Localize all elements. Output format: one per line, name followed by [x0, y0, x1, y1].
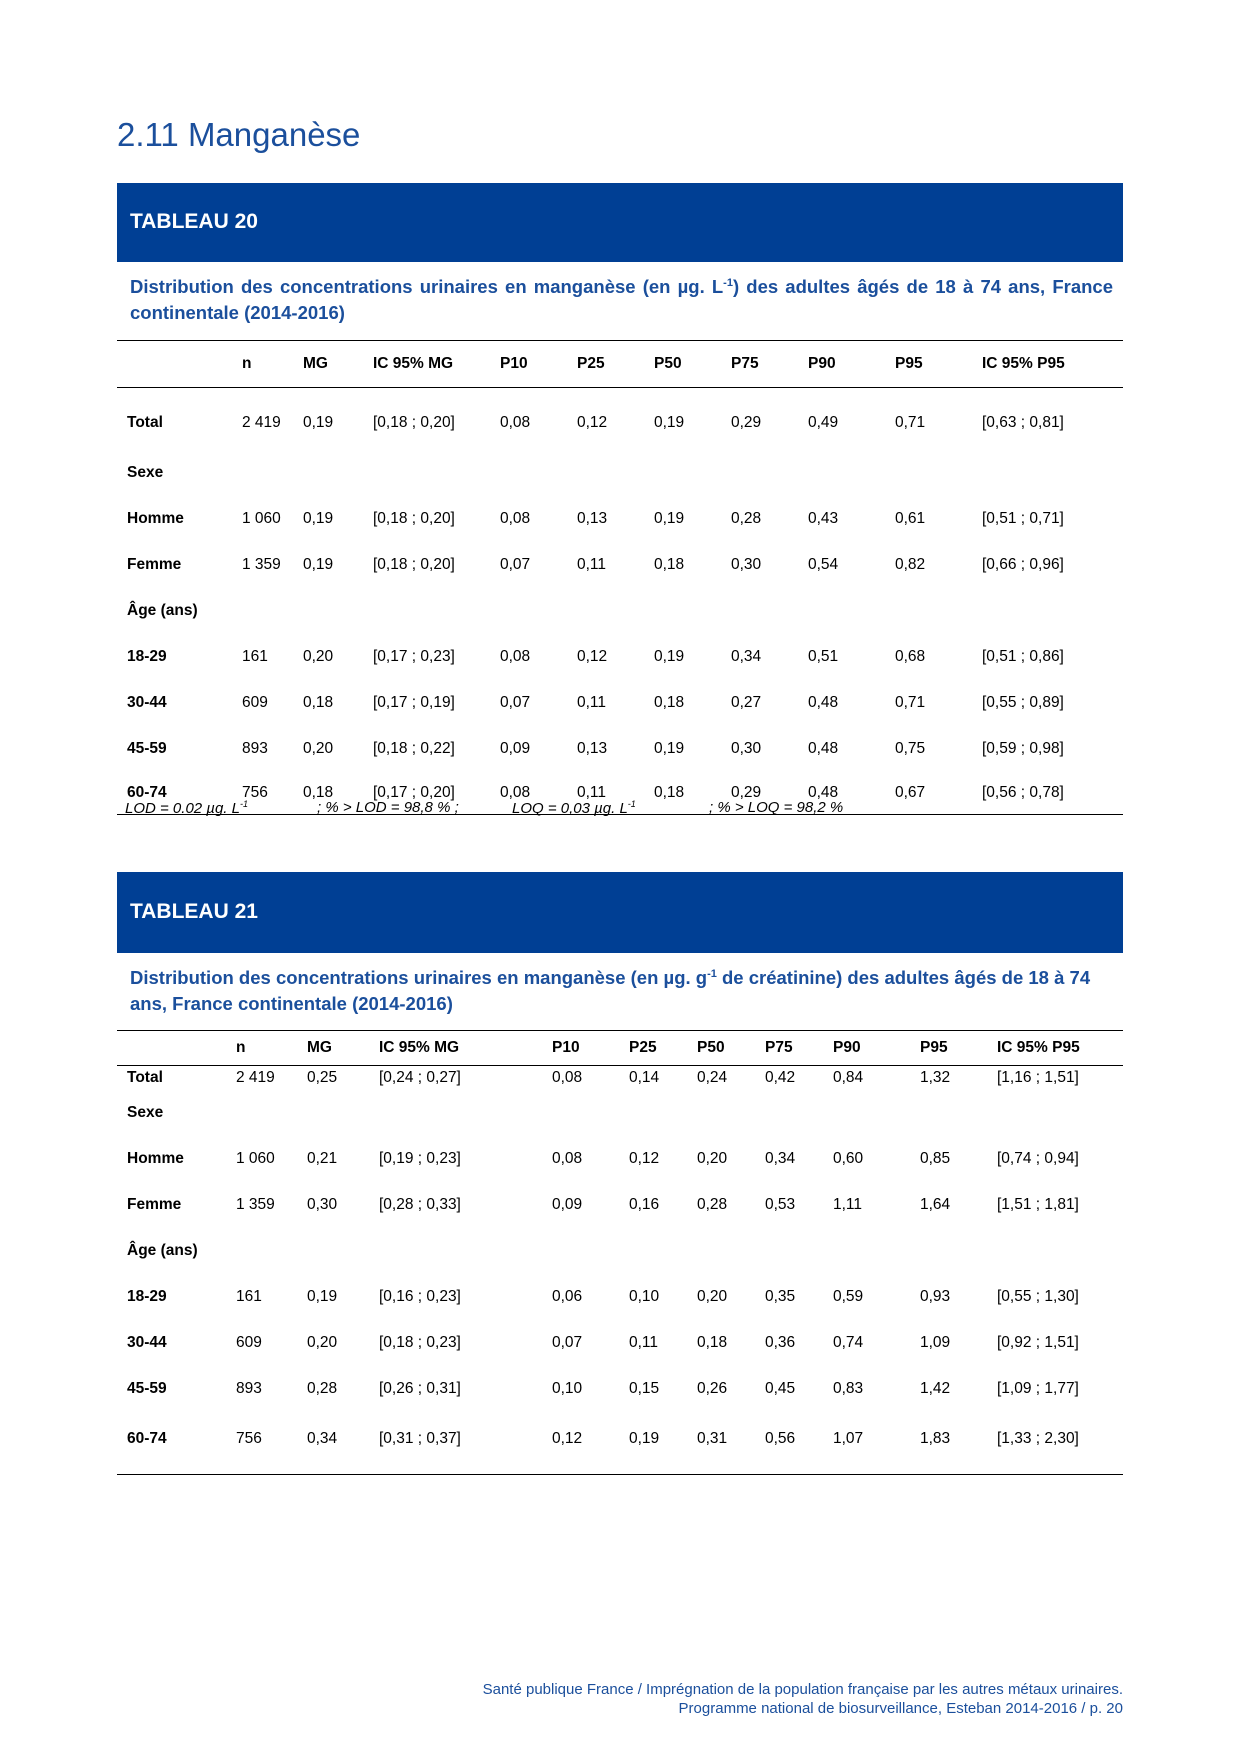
table-cell: 0,08	[500, 648, 531, 665]
table-cell	[765, 1090, 833, 1136]
table-cell: 0,82	[895, 556, 926, 573]
table-cell: 0,84	[833, 1069, 864, 1086]
table-cell: [1,16 ; 1,51]	[997, 1069, 1079, 1086]
table-cell: 1 060	[236, 1150, 275, 1167]
table-21-caption	[130, 965, 1113, 1017]
table-cell	[982, 450, 1123, 496]
table-cell	[373, 588, 500, 634]
table-21-header-row	[117, 1031, 1123, 1066]
row-label: Sexe	[127, 464, 164, 481]
table-cell: 0,34	[307, 1412, 379, 1475]
table-cell: 0,68	[895, 648, 926, 665]
table-20-banner	[117, 183, 1123, 262]
table-cell: 0,10	[552, 1380, 583, 1397]
table-cell: 0,19	[303, 414, 334, 431]
row-label: 60-74	[117, 1412, 236, 1475]
table-cell: 0,30	[731, 556, 762, 573]
table-cell	[303, 450, 373, 496]
table-20-header-row	[117, 341, 1123, 388]
table-20-banner-label: TABLEAU 20	[130, 210, 258, 233]
table-cell	[379, 1090, 552, 1136]
table-cell: 0,11	[577, 694, 607, 711]
table-cell: 0,19	[654, 510, 685, 527]
column-header: P50	[697, 1031, 765, 1066]
row-label: Homme	[127, 510, 184, 527]
table-cell: 0,18	[654, 772, 731, 815]
row-label: 45-59	[127, 740, 167, 757]
table-cell: [0,17 ; 0,19]	[373, 694, 455, 711]
table-cell: 0,09	[552, 1196, 583, 1213]
table-row	[117, 1090, 1123, 1136]
table-cell	[808, 588, 895, 634]
table-cell: 0,51	[808, 648, 839, 665]
page-footer	[483, 1680, 1123, 1718]
table-cell: [0,18 ; 0,20]	[373, 556, 455, 573]
footer-line-1: Santé publique France / Imprégnation de la population française par les autres métaux urinaires.	[482, 1681, 1123, 1698]
table-cell	[833, 1090, 920, 1136]
table-cell	[236, 1090, 307, 1136]
row-label: Âge (ans)	[127, 602, 198, 619]
table-cell: [0,56 ; 0,78]	[982, 772, 1123, 815]
table-cell: 0,28	[307, 1380, 338, 1397]
table-cell: [0,59 ; 0,98]	[982, 740, 1064, 757]
table-cell: 0,12	[552, 1412, 629, 1475]
table-cell	[629, 1090, 697, 1136]
table-cell: 0,27	[731, 694, 762, 711]
row-label: Sexe	[127, 1104, 164, 1121]
table-cell: [0,19 ; 0,23]	[379, 1150, 461, 1167]
column-header: P90	[833, 1031, 920, 1066]
table-cell: 0,29	[731, 772, 808, 815]
table-row	[117, 496, 1123, 542]
table-row	[117, 1412, 1123, 1475]
table-cell: 0,30	[731, 740, 762, 757]
table-cell: [0,51 ; 0,86]	[982, 648, 1064, 665]
table-cell: 0,30	[307, 1196, 338, 1213]
table-cell: 0,18	[303, 694, 334, 711]
table-cell: 0,43	[808, 510, 839, 527]
table-cell: 0,24	[697, 1069, 728, 1086]
table-cell	[808, 450, 895, 496]
column-header: P75	[731, 341, 808, 388]
table-cell: 0,16	[629, 1196, 660, 1213]
table-row	[117, 1136, 1123, 1182]
table-cell: 0,08	[500, 510, 531, 527]
table-cell: 0,18	[303, 772, 373, 815]
table-cell: 0,10	[629, 1288, 660, 1305]
table-20-caption-text-end: ) des adultes âgés de 18 à 74 ans, France continentale (2014-2016)	[130, 276, 1114, 323]
table-cell: 1,07	[833, 1412, 920, 1475]
row-label: 18-29	[127, 1288, 167, 1305]
table-row	[117, 388, 1123, 451]
table-cell: 0,85	[920, 1150, 951, 1167]
table-cell	[577, 450, 654, 496]
column-header: IC 95% MG	[379, 1031, 552, 1066]
table-cell: 0,49	[808, 414, 839, 431]
table-cell: 0,26	[697, 1380, 728, 1397]
table-cell: 1 060	[242, 510, 281, 527]
table-cell: 0,59	[833, 1288, 864, 1305]
table-cell: 0,34	[731, 648, 762, 665]
column-header: P75	[765, 1031, 833, 1066]
table-cell: 0,07	[552, 1334, 583, 1351]
table-cell: [0,26 ; 0,31]	[379, 1380, 461, 1397]
table-cell: 0,18	[654, 556, 685, 573]
row-label: 30-44	[127, 694, 167, 711]
column-header: IC 95% MG	[373, 341, 500, 388]
table-cell	[552, 1090, 629, 1136]
table-cell: [0,18 ; 0,20]	[373, 414, 455, 431]
table-cell: 0,71	[895, 694, 926, 711]
table-20-caption	[130, 274, 1113, 326]
table-cell: 161	[236, 1288, 262, 1305]
table-row	[117, 1274, 1123, 1320]
table-cell	[379, 1228, 552, 1274]
table-cell	[982, 588, 1123, 634]
table-cell: 0,93	[920, 1288, 951, 1305]
row-label: 30-44	[127, 1334, 167, 1351]
table-cell: 0,20	[697, 1288, 728, 1305]
table-cell: 1,09	[920, 1334, 951, 1351]
table-cell: 0,19	[654, 414, 685, 431]
table-cell: 0,21	[307, 1150, 338, 1167]
table-cell: 0,42	[765, 1069, 796, 1086]
column-header: P25	[577, 341, 654, 388]
table-cell	[833, 1228, 920, 1274]
loq-percentage: ; % > LOQ = 98,2 %	[709, 799, 844, 816]
table-cell: 0,19	[303, 556, 334, 573]
table-cell: [0,24 ; 0,27]	[379, 1069, 461, 1086]
row-label: Femme	[127, 1196, 182, 1213]
table-cell: 0,09	[500, 740, 531, 757]
table-cell: [0,74 ; 0,94]	[997, 1150, 1079, 1167]
table-cell: 0,34	[765, 1150, 796, 1167]
table-cell: [0,28 ; 0,33]	[379, 1196, 461, 1213]
table-cell: [0,66 ; 0,96]	[982, 556, 1064, 573]
table-cell: 0,19	[654, 648, 685, 665]
table-cell: 1 359	[236, 1196, 275, 1213]
table-cell: [0,31 ; 0,37]	[379, 1412, 552, 1475]
table-cell: 0,08	[500, 772, 577, 815]
table-cell: 0,19	[629, 1412, 697, 1475]
table-21-banner	[117, 872, 1123, 953]
table-row	[117, 542, 1123, 588]
table-cell	[731, 450, 808, 496]
section-title: 2.11 Manganèse	[117, 116, 361, 153]
table-cell: 0,11	[577, 556, 607, 573]
row-label: 60-74	[117, 772, 242, 815]
table-cell: 1,32	[920, 1069, 951, 1086]
table-cell: 0,61	[895, 510, 926, 527]
table-cell	[697, 1090, 765, 1136]
table-cell: [0,17 ; 0,23]	[373, 648, 455, 665]
table-cell: 0,29	[731, 414, 762, 431]
table-cell: 0,48	[808, 772, 895, 815]
column-header: n	[236, 1031, 307, 1066]
table-cell: 161	[242, 648, 268, 665]
table-cell: 1,64	[920, 1196, 951, 1213]
table-cell: 609	[242, 694, 268, 711]
table-cell	[552, 1228, 629, 1274]
row-label: Total	[127, 1069, 163, 1086]
table-cell: [1,51 ; 1,81]	[997, 1196, 1079, 1213]
table-cell: [0,18 ; 0,23]	[379, 1334, 461, 1351]
table-cell: [0,55 ; 1,30]	[997, 1288, 1079, 1305]
table-20-caption-text: Distribution des concentrations urinaires en manganèse (en µg. L	[130, 276, 724, 297]
table-cell: 0,11	[577, 772, 654, 815]
table-cell: 756	[242, 772, 303, 815]
table-cell	[697, 1228, 765, 1274]
table-row	[117, 680, 1123, 726]
table-cell: 0,19	[654, 740, 685, 757]
table-cell	[500, 588, 577, 634]
table-cell: 0,36	[765, 1334, 796, 1351]
table-cell	[895, 588, 982, 634]
table-cell: 0,83	[833, 1380, 864, 1397]
table-cell: 0,54	[808, 556, 839, 573]
table-cell: 0,20	[307, 1334, 338, 1351]
table-cell: 0,35	[765, 1288, 796, 1305]
table-row	[117, 588, 1123, 634]
table-cell: 0,19	[303, 510, 334, 527]
table-cell: 0,20	[303, 740, 334, 757]
table-cell: 0,28	[697, 1196, 728, 1213]
table-cell	[920, 1228, 997, 1274]
table-row	[117, 634, 1123, 680]
table-cell: 893	[242, 740, 268, 757]
table-cell: 1,83	[920, 1412, 997, 1475]
table-cell	[307, 1090, 379, 1136]
table-cell: 0,08	[500, 414, 531, 431]
loq-note: LOQ = 0,03 µg. $L^{-1}$	[512, 799, 636, 817]
table-cell: 0,07	[500, 556, 531, 573]
table-21-body	[117, 1066, 1123, 1475]
table-cell: 1,11	[833, 1196, 863, 1213]
row-label: Total	[127, 414, 163, 431]
table-21-caption-text: Distribution des concentrations urinaires en manganèse (en µg. g	[130, 967, 708, 988]
table-cell: 2 419	[242, 414, 281, 431]
table-cell: [0,18 ; 0,22]	[373, 740, 455, 757]
table-20	[117, 340, 1123, 815]
table-cell	[629, 1228, 697, 1274]
table-cell: 1 359	[242, 556, 281, 573]
table-cell: 893	[236, 1380, 262, 1397]
table-cell: 0,48	[808, 740, 839, 757]
table-21	[117, 1030, 1123, 1475]
table-cell: [0,16 ; 0,23]	[379, 1288, 461, 1305]
table-cell	[242, 588, 303, 634]
table-cell: [1,09 ; 1,77]	[997, 1380, 1079, 1397]
table-cell: 0,18	[697, 1334, 728, 1351]
footer-line-2: Programme national de biosurveillance, Esteban 2014-2016 / p. 20	[678, 1700, 1123, 1717]
table-cell	[920, 1090, 997, 1136]
table-cell	[997, 1228, 1123, 1274]
table-cell	[577, 588, 654, 634]
table-cell	[303, 588, 373, 634]
column-header: P90	[808, 341, 895, 388]
table-21-caption-text-end: de créatinine) des adultes âgés de 18 à 74 ans, France continentale (2014-2016)	[130, 967, 1091, 1014]
table-cell: 0,31	[697, 1412, 765, 1475]
table-cell: 609	[236, 1334, 262, 1351]
table-cell: 0,67	[895, 772, 982, 815]
column-header: MG	[307, 1031, 379, 1066]
table-cell: 0,12	[577, 414, 608, 431]
table-cell: 0,07	[500, 694, 531, 711]
column-header: MG	[303, 341, 373, 388]
table-cell: [0,17 ; 0,20]	[373, 772, 500, 815]
table-cell: 0,11	[629, 1334, 659, 1351]
table-cell: 0,19	[307, 1288, 338, 1305]
table-cell: 0,14	[629, 1069, 660, 1086]
table-row	[117, 1366, 1123, 1412]
table-cell	[731, 588, 808, 634]
table-cell: 0,45	[765, 1380, 796, 1397]
table-cell: 0,06	[552, 1288, 583, 1305]
table-21-banner-label: TABLEAU 21	[130, 900, 258, 923]
table-cell	[654, 588, 731, 634]
row-label: 45-59	[127, 1380, 167, 1397]
table-cell	[373, 450, 500, 496]
table-cell: 0,53	[765, 1196, 796, 1213]
table-row	[117, 1320, 1123, 1366]
table-cell: 0,60	[833, 1150, 864, 1167]
table-cell: [0,55 ; 0,89]	[982, 694, 1064, 711]
table-cell	[236, 1228, 307, 1274]
table-cell: [0,18 ; 0,20]	[373, 510, 455, 527]
column-header: P10	[500, 341, 577, 388]
table-cell: 1,42	[920, 1380, 951, 1397]
column-header: P10	[552, 1031, 629, 1066]
table-row	[117, 1066, 1123, 1091]
table-cell: 0,75	[895, 740, 926, 757]
table-cell	[242, 450, 303, 496]
lod-note: LOD = 0.02 µg. $L^{-1}$	[125, 799, 248, 817]
table-cell	[997, 1090, 1123, 1136]
column-header: IC 95% P95	[982, 341, 1123, 388]
table-cell: 0,13	[577, 740, 608, 757]
row-label: Femme	[127, 556, 182, 573]
column-header: IC 95% P95	[997, 1031, 1123, 1066]
column-header: P50	[654, 341, 731, 388]
table-cell: [1,33 ; 2,30]	[997, 1412, 1123, 1475]
table-row	[117, 726, 1123, 772]
table-row	[117, 450, 1123, 496]
table-cell	[895, 450, 982, 496]
table-cell: [0,63 ; 0,81]	[982, 414, 1064, 431]
column-header: P95	[895, 341, 982, 388]
row-label: Âge (ans)	[127, 1242, 198, 1259]
table-cell: [0,51 ; 0,71]	[982, 510, 1064, 527]
table-20-caption-unit-exponent: -1	[723, 276, 733, 289]
table-cell: [0,92 ; 1,51]	[997, 1334, 1079, 1351]
table-cell: 0,08	[552, 1069, 583, 1086]
table-cell: 0,48	[808, 694, 839, 711]
table-cell: 756	[236, 1412, 307, 1475]
table-cell: 0,74	[833, 1334, 864, 1351]
column-header: P95	[920, 1031, 997, 1066]
row-label: 18-29	[127, 648, 167, 665]
table-cell: 0,71	[895, 414, 926, 431]
column-header-label	[117, 341, 242, 388]
table-cell: 2 419	[236, 1069, 275, 1086]
row-label: Homme	[127, 1150, 184, 1167]
table-21-caption-unit-exponent: -1	[707, 967, 717, 980]
table-cell: 0,13	[577, 510, 608, 527]
column-header: n	[242, 341, 303, 388]
table-cell: 0,25	[307, 1069, 338, 1086]
table-cell: 0,28	[731, 510, 762, 527]
table-row	[117, 1182, 1123, 1228]
table-cell	[654, 450, 731, 496]
column-header: P25	[629, 1031, 697, 1066]
table-cell: 0,08	[552, 1150, 583, 1167]
table-cell: 0,15	[629, 1380, 660, 1397]
table-cell: 0,20	[303, 648, 334, 665]
table-cell: 0,12	[629, 1150, 660, 1167]
table-cell: 0,18	[654, 694, 685, 711]
table-cell	[765, 1228, 833, 1274]
table-cell: 0,20	[697, 1150, 728, 1167]
table-cell	[307, 1228, 379, 1274]
column-header-label	[117, 1031, 236, 1066]
table-row	[117, 1228, 1123, 1274]
table-cell: 0,56	[765, 1412, 833, 1475]
table-cell: 0,12	[577, 648, 608, 665]
lod-percentage: ; % > LOD = 98,8 % ;	[317, 799, 459, 816]
table-cell	[500, 450, 577, 496]
table-20-body	[117, 388, 1123, 815]
